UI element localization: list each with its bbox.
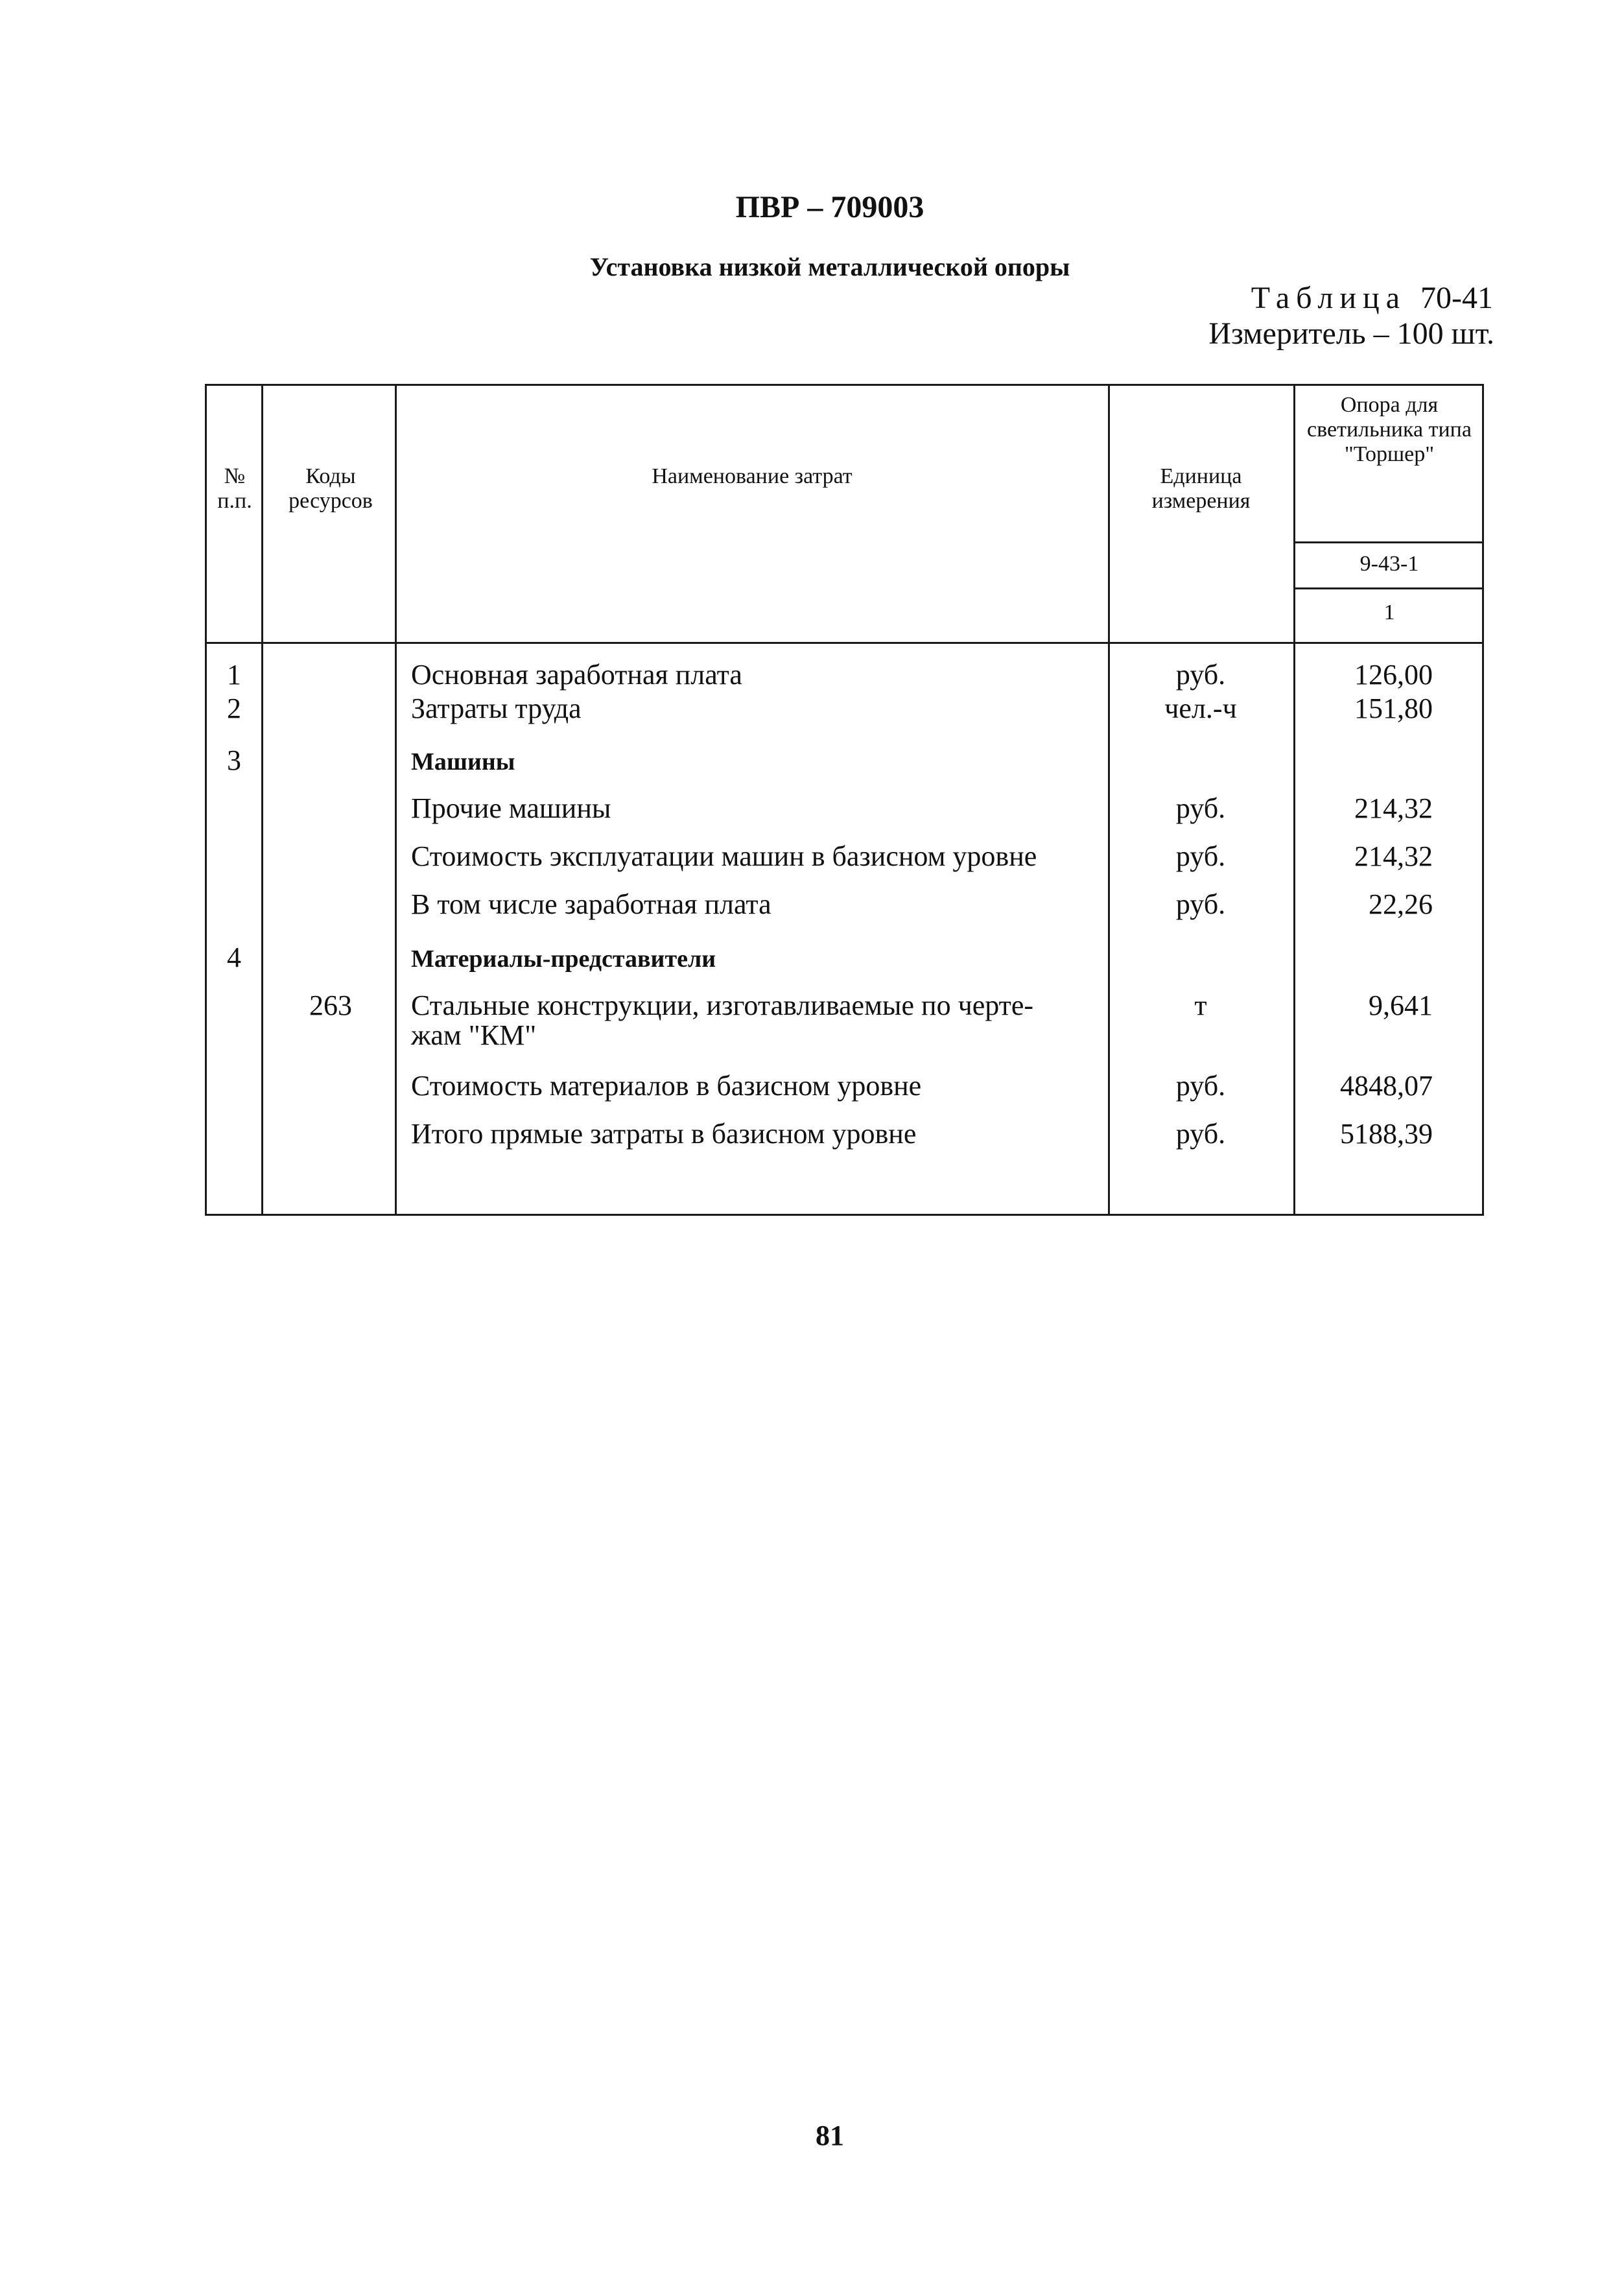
- row-total-name: Итого прямые затраты в базисном уровне: [411, 1118, 917, 1150]
- row-steel-code: 263: [309, 989, 352, 1021]
- header-value-index: 1: [1383, 600, 1395, 624]
- row-1-num: 1: [227, 659, 241, 691]
- row-total-value: 5188,39: [1340, 1118, 1433, 1150]
- row-machine-cost-unit: руб.: [1175, 840, 1226, 872]
- row-2-num: 2: [227, 693, 241, 724]
- row-materials-cost-name: Стоимость материалов в базисном уровне: [411, 1070, 922, 1102]
- header-unit: Единица измерения: [1151, 464, 1251, 513]
- header-codes: Коды ресурсов: [288, 464, 373, 513]
- row-steel-value: 9,641: [1369, 989, 1433, 1021]
- document-code: ПВР – 709003: [735, 190, 924, 224]
- row-steel-unit: т: [1194, 989, 1207, 1021]
- row-3-num: 3: [227, 744, 241, 776]
- row-machine-wages-unit: руб.: [1175, 888, 1226, 920]
- row-steel-name-cont: жам "КМ": [411, 1019, 537, 1051]
- col-divider-num: [261, 384, 263, 1216]
- table-label: [1251, 280, 1493, 316]
- row-other-machines-unit: руб.: [1175, 792, 1226, 824]
- row-machine-cost-value: 214,32: [1354, 840, 1433, 872]
- table-word: Таблица: [1251, 281, 1407, 315]
- row-machine-wages-name: В том числе заработная плата: [411, 888, 771, 920]
- col-divider-codes: [395, 384, 397, 1216]
- row-machine-wages-value: 22,26: [1369, 888, 1433, 920]
- header-value-title: Опора для светильника типа "Торшер": [1307, 393, 1472, 466]
- header-value-code: 9-43-1: [1359, 552, 1419, 576]
- row-other-machines-value: 214,32: [1354, 792, 1433, 824]
- header-divider-value-code: [1293, 587, 1484, 589]
- row-1-unit: руб.: [1175, 659, 1226, 691]
- row-other-machines-name: Прочие машины: [411, 792, 611, 824]
- row-2-value: 151,80: [1354, 693, 1433, 724]
- section-machines: Машины: [411, 748, 515, 775]
- section-materials: Материалы-представители: [411, 945, 716, 973]
- header-divider-value-title: [1293, 541, 1484, 543]
- measure-unit: Измеритель – 100 шт.: [1208, 316, 1494, 351]
- header-name: Наименование затрат: [652, 464, 853, 488]
- header-bottom-line: [205, 642, 1484, 644]
- document-title: Установка низкой металлической опоры: [589, 252, 1070, 281]
- row-2-name: Затраты труда: [411, 693, 582, 724]
- table-number: 70-41: [1420, 281, 1493, 315]
- row-materials-cost-unit: руб.: [1175, 1070, 1226, 1102]
- row-1-value: 126,00: [1354, 659, 1433, 691]
- row-machine-cost-name: Стоимость эксплуатации машин в базисном уровне: [411, 840, 1037, 872]
- row-2-unit: чел.-ч: [1164, 693, 1237, 724]
- row-materials-cost-value: 4848,07: [1340, 1070, 1433, 1102]
- row-steel-name: Стальные конструкции, изготавливаемые по черте-: [411, 989, 1034, 1021]
- row-4-num: 4: [227, 941, 241, 973]
- row-1-name: Основная заработная плата: [411, 659, 742, 691]
- row-total-unit: руб.: [1175, 1118, 1226, 1150]
- header-num: № п.п.: [217, 464, 252, 513]
- page-number: 81: [816, 2120, 844, 2151]
